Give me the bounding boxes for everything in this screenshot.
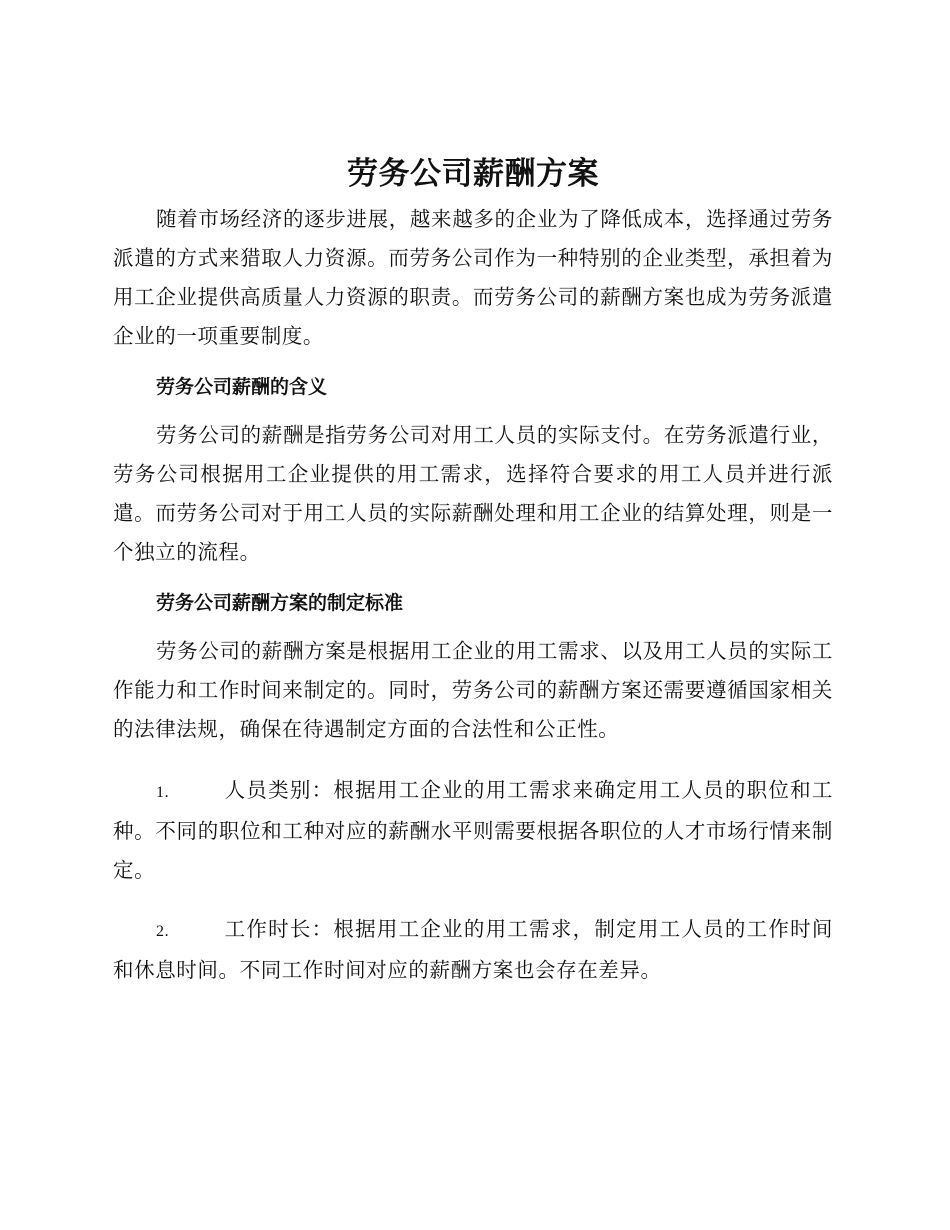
document-title: 劳务公司薪酬方案 bbox=[347, 156, 599, 192]
list-item-number: 1. bbox=[156, 784, 170, 801]
section-body-meaning: 劳务公司的薪酬是指劳务公司对用工人员的实际支付。在劳务派遣行业，劳务公司根据用工企业提供的用工需求，选择符合要求的用工人员并进行派遣。而劳务公司对于用工人员的实际薪酬处理和用工企业的结算处理，则是一个独立的流程。 bbox=[113, 423, 833, 564]
section-heading-meaning: 劳务公司薪酬的含义 bbox=[156, 376, 328, 398]
list-item-number: 2. bbox=[156, 923, 170, 940]
section-heading-standard: 劳务公司薪酬方案的制定标准 bbox=[156, 592, 404, 614]
list-item bbox=[113, 910, 833, 990]
section-body-standard: 劳务公司的薪酬方案是根据用工企业的用工需求、以及用工人员的实际工作能力和工作时间来制定的。同时，劳务公司的薪酬方案还需要遵循国家相关的法律法规，确保在待遇制定方面的合法性和公正性。 bbox=[113, 639, 833, 741]
list-item bbox=[113, 771, 833, 890]
intro-paragraph: 随着市场经济的逐步进展，越来越多的企业为了降低成本，选择通过劳务派遣的方式来猎取人力资源。而劳务公司作为一种特别的企业类型，承担着为用工企业提供高质量人力资源的职责。而劳务公司的薪酬方案也成为劳务派遣企业的一项重要制度。 bbox=[113, 207, 833, 348]
document-page bbox=[113, 148, 833, 990]
list-item-text: 工作时长：根据用工企业的用工需求，制定用工人员的工作时间和休息时间。不同工作时间对应的薪酬方案也会存在差异。 bbox=[113, 917, 833, 982]
list-item-text: 人员类别：根据用工企业的用工需求来确定用工人员的职位和工种。不同的职位和工种对应的薪酬水平则需要根据各职位的人才市场行情来制定。 bbox=[113, 778, 833, 882]
